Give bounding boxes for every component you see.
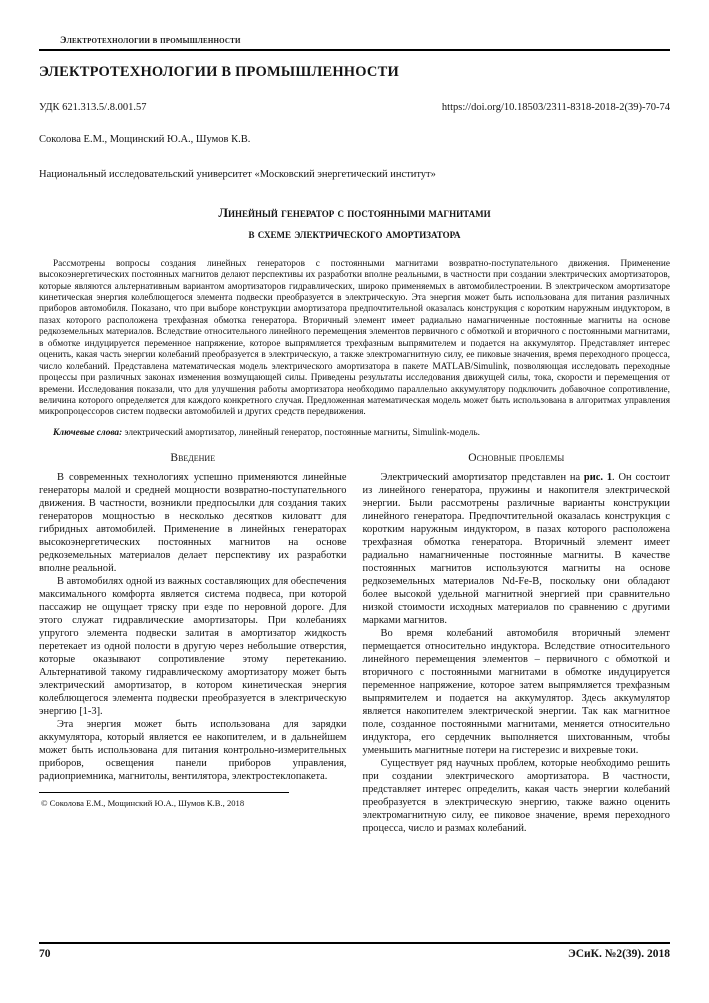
intro-paragraph-2: В автомобилях одной из важных составляющих для обеспечения максимального комфорта является система подвеса, при которой пассажир не ощущает тряску при езде по неровной дороге. Для этого служат гидравлические амортизаторы. При колебаниях упругого элемента подвески залитая в амортизатор жидкость перетекает из одной полости в другую через небольшие отверстия, которые оказывают сопротивление этому перетеканию. Альтернативой такому гидравлическому амортизатору может быть электрический амортизатор, в котором кинетическая энергия колеблющегося элемента подвески преобразуется в электрическую энергию [1-3].: [39, 576, 347, 718]
abstract-text: Рассмотрены вопросы создания линейных генераторов с постоянными магнитами возвратно-поступательного движения. Применение высокоэнергетических постоянных магнитов делают перспективы их разработки вполне реальными, в частности при создании электрических амортизаторов, которые являются альтернативным вариантом амортизаторов гидравлических, широко применяемых в автомобилестроении. В электрическом амортизаторе кинетическая энергия колеблющегося элемента подвески преобразуется в электрическую. Эта энергия может быть использована для питания различных приборов автомобиля. Показано, что при выборе конструкции амортизатора предпочтительной оказалась конструкция с коротким наружным индуктором, в пазах которого расположена трехфазная обмотка генератора. Вторичный элемент имеет радиально намагниченные постоянные магниты на основе редкоземельных материалов. Вследствие относительного линейного перемещения элементов первичного с обмоткой и вторичного с постоянными магнитами, в обмотке индуцируется переменное напряжение, которое выпрямляется трехфазным выпрямителем и подается на аккумулятор. Представляет интерес оценить, какая часть энергии колебаний преобразуется в электрическую, а также электромагнитную силу, ее пиковые значения, время переходного процесса, число колебаний. Представлена математическая модель электрического амортизатора в пакете MATLAB/Simulink, позволяющая исследовать переходные процессы при различных законах изменения возмущающей силы. Приведены результаты исследования движущей силы, тока, скорости и перемещения от времени. Исследования показали, что для улучшения работы амортизатора необходимо параллельно аккумулятору подключить добавочное сопротивление, величина которого определяется для каждого конкретного случая. Предложенная математическая модель может быть использована в алгоритмах управления микропроцессоров систем подвески автомобилей и других средств передвижения.: [39, 258, 670, 418]
intro-paragraph-3: Эта энергия может быть использована для зарядки аккумулятора, который является ее накопителем, и в дальнейшем может быть использована для питания контрольно-измерительных приборов, освещения панели приборов управления, радиоприемника, магнитолы, вентилятора, электростеклопакета.: [39, 719, 347, 783]
affiliation-line: Национальный исследовательский университет «Московский энергетический институт»: [39, 169, 436, 180]
keywords-text: электрический амортизатор, линейный генератор, постоянные магниты, Simulink-модель.: [124, 427, 480, 438]
paper-title-line1: Линейный генератор с постоянными магнитами: [218, 205, 491, 220]
meta-row: [39, 102, 670, 113]
copyright-footnote: [39, 792, 347, 808]
udc-code: УДК 621.313.5/.8.001.57: [39, 102, 147, 113]
right-column: [363, 450, 671, 835]
journal-reference: ЭСиК. №2(39). 2018: [567, 948, 670, 960]
page-footer: [39, 948, 670, 960]
main-problems-heading: Основные проблемы: [468, 452, 565, 465]
authors-line: Соколова Е.М., Мощинский Ю.А., Шумов К.В.: [39, 134, 251, 145]
doi-link[interactable]: https://doi.org/10.18503/2311-8318-2018-2(39)-70-74: [441, 102, 670, 113]
paper-title: [39, 203, 670, 245]
keywords-label: Ключевые слова:: [53, 427, 123, 438]
figure-reference: рис. 1: [583, 472, 613, 484]
two-column-body: [39, 450, 670, 835]
paper-title-line2: в схеме электрического амортизатора: [248, 225, 461, 241]
footer-rule: [39, 942, 670, 944]
header-rule: [39, 49, 670, 51]
keywords-line: [39, 428, 670, 439]
paragraph-text: . Он состоит из линейного генератора, пружины и накопителя электрической энергии. Были рассмотрены различные варианты конструкции линейного генератора. Предпочтительной оказалась конструкция с коротким наружным индуктором, в пазах которого расположена трехфазная обмотка генератора. Вторичный элемент имеет радиально намагниченные постоянные магниты. В качестве постоянных магнитов используются магниты на основе редкоземельных материалов Nd-Fe-B, поскольку они обладают более высокой удельной магнитной энергией при сравнительно низкой стоимости исходных материалов по сравнению с другими марками магнитов.: [362, 472, 670, 627]
paragraph-text: Электрический амортизатор представлен на: [380, 472, 584, 484]
section-heading: ЭЛЕКТРОТЕХНОЛОГИИ В ПРОМЫШЛЕННОСТИ: [39, 64, 399, 80]
left-column: [39, 450, 347, 835]
running-head: Электротехнологии в промышленности: [60, 36, 241, 46]
problems-paragraph-3: Существует ряд научных проблем, которые необходимо решить при создании электрического амортизатора. В частности, представляет интерес определить, какая часть энергии колебаний преобразуется в электрическую энергию, также важно оценить электромагнитную силу, ее пиковое значение, время переходного процесса, число и размах колебаний.: [362, 758, 670, 835]
intro-paragraph-1: В современных технологиях успешно применяются линейные генераторы малой и средней мощности возвратно-поступательного движения. В частности, возникли предпосылки для создания таких генераторов мощностью в несколько десятков киловатт для гибридных автомобилей. Применение в линейных генераторах высокоэнергетических постоянных магнитов на основе редкоземельных материалов делает перспективу их разработки вполне реальной.: [39, 472, 347, 575]
problems-paragraph-2: Во время колебаний автомобиля вторичный элемент пермещается относительно индуктора. Вследствие относительного линейного перемещения элементов – первичного с обмоткой и вторичного с постоянными магнитами в обмотке индуцируется переменное напряжение, которое затем выпрямляется трехфазным выпрямителем и подается на аккумулятор. Здесь аккумулятор является накопителем электрической энергии. Так как магнитное поле, созданное постоянными магнитами, меняется относительно индуктора, его сердечник выполняется шихтованным, чтобы уменьшить магнитные потери на гистерезис и вихревые токи.: [362, 628, 670, 757]
problems-paragraph-1: [363, 471, 671, 627]
copyright-line: © Соколова Е.М., Мощинский Ю.А., Шумов К.В., 2018: [41, 798, 245, 809]
introduction-heading: Введение: [170, 452, 216, 465]
page-number: 70: [39, 948, 51, 960]
footnote-rule: [39, 792, 289, 793]
